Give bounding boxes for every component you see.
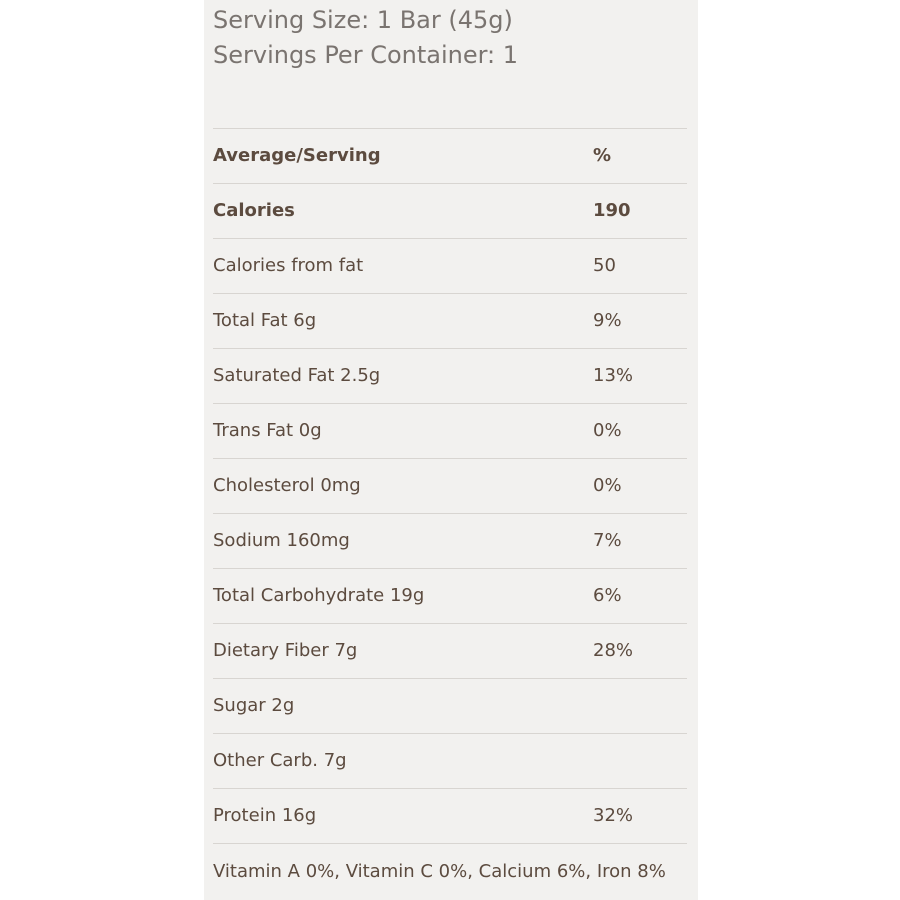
table-header-row — [213, 129, 687, 184]
nutrient-name: Total Carbohydrate 19g — [213, 585, 425, 606]
nutrient-percent: 9% — [593, 310, 622, 331]
nutrient-percent: 190 — [593, 200, 631, 221]
table-row-calories — [213, 184, 687, 239]
table-row-sugar — [213, 679, 687, 734]
nutrient-percent: 28% — [593, 640, 634, 661]
nutrition-panel — [204, 0, 698, 900]
nutrient-name: Calories from fat — [213, 255, 364, 276]
nutrient-name: Dietary Fiber 7g — [213, 640, 358, 661]
serving-size: Serving Size: 1 Bar (45g) — [213, 6, 513, 34]
table-row-cholesterol — [213, 459, 687, 514]
table-row-other-carb — [213, 734, 687, 789]
nutrient-percent: 32% — [593, 805, 634, 826]
header-percent: % — [593, 145, 612, 166]
nutrient-name: Total Fat 6g — [213, 310, 317, 331]
nutrient-name: Trans Fat 0g — [213, 420, 322, 441]
servings-per-container: Servings Per Container: 1 — [213, 41, 519, 69]
nutrient-name: Protein 16g — [213, 805, 317, 826]
table-row-saturated-fat — [213, 349, 687, 404]
nutrient-name: Other Carb. 7g — [213, 750, 347, 771]
header-average-serving: Average/Serving — [213, 145, 381, 166]
nutrient-name: Sugar 2g — [213, 695, 295, 716]
nutrient-percent: 6% — [593, 585, 622, 606]
nutrient-percent: 7% — [593, 530, 622, 551]
table-row-total-fat — [213, 294, 687, 349]
nutrient-name: Saturated Fat 2.5g — [213, 365, 381, 386]
nutrient-percent: 13% — [593, 365, 634, 386]
nutrient-percent: 0% — [593, 475, 622, 496]
table-row-trans-fat — [213, 404, 687, 459]
nutrient-percent: 0% — [593, 420, 622, 441]
table-row-dietary-fiber — [213, 624, 687, 679]
vitamins-minerals-line: Vitamin A 0%, Vitamin C 0%, Calcium 6%, Iron 8% — [213, 861, 666, 882]
table-row-sodium — [213, 514, 687, 569]
nutrient-name: Cholesterol 0mg — [213, 475, 361, 496]
nutrient-percent: 50 — [593, 255, 616, 276]
nutrient-name: Calories — [213, 200, 295, 221]
nutrition-table — [213, 128, 687, 844]
nutrient-name: Sodium 160mg — [213, 530, 350, 551]
table-row-calories-from-fat — [213, 239, 687, 294]
table-row-total-carbohydrate — [213, 569, 687, 624]
table-row-protein — [213, 789, 687, 844]
